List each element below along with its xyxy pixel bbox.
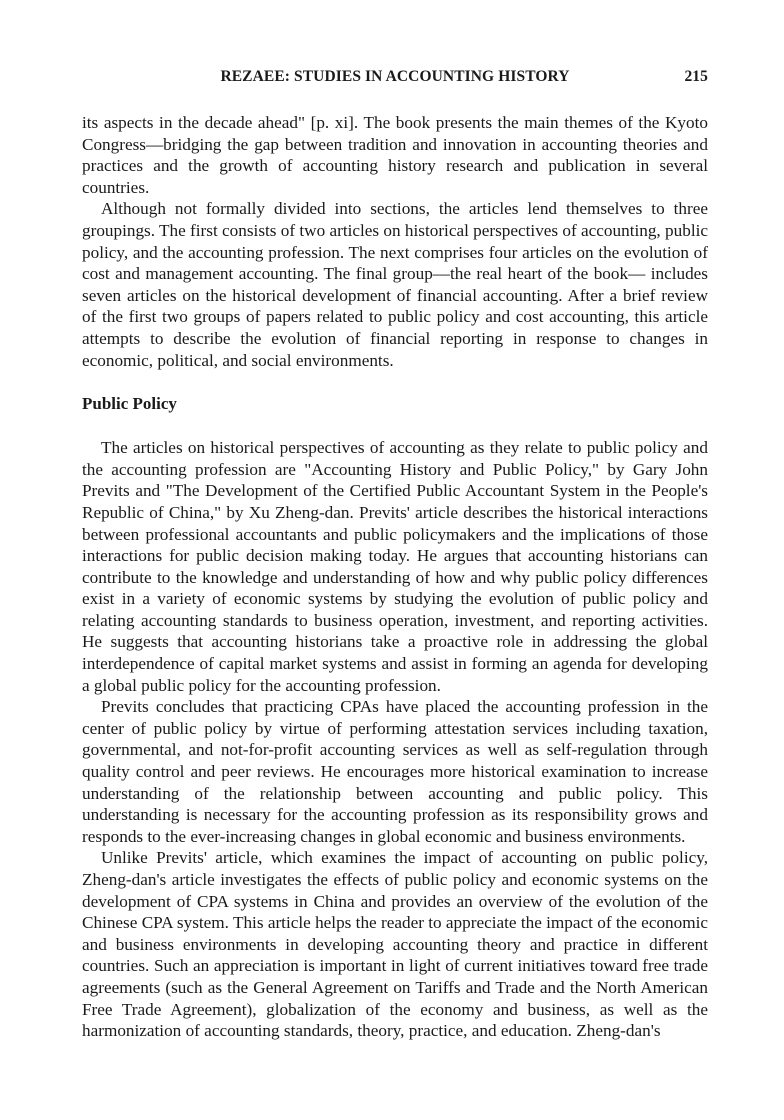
running-header [82,68,708,92]
page-number: 215 [684,68,708,85]
paragraph-public-policy-2: Previts concludes that practicing CPAs have placed the accounting profession in the center of public policy by virtue of performing attestation services including taxation, governmental, and not-for-profit accounting services as well as self-regulation through quality control and peer reviews. He encourages more historical examination to increase understanding of the relationship between accounting and public policy. This understanding is necessary for the accounting profession as its responsibility grows and responds to the ever-increasing changes in global economic and business environments. [82,697,708,846]
body-text [82,112,708,1042]
document-page [82,68,708,1042]
paragraph-public-policy-1: The articles on historical perspectives of accounting as they relate to public policy and the accounting profession are "Accounting History and Public Policy," by Gary John Previts and "The Development of the Certified Public Accountant System in the People's Republic of China," by Xu Zheng-dan. Previts' article describes the historical interactions between professional accountants and public policymakers and the implications of those interactions for public decision making today. He argues that accounting historians can contribute to the knowledge and understanding of how and why public policy differences exist in a variety of economic systems by studying the evolution of public policy and relating accounting standards to business operation, investment, and reporting activities. He suggests that accounting historians take a proactive role in addressing the global interdependence of capital market systems and assist in forming an agenda for developing a global public policy for the accounting profession. [82,438,708,695]
running-title: REZAEE: STUDIES IN ACCOUNTING HISTORY [220,68,570,85]
paragraph-intro-2: Although not formally divided into sections, the articles lend themselves to three groupings. The first consists of two articles on historical perspectives of accounting, public policy, and the accounting profession. The next comprises four articles on the evolution of cost and management accounting. The final group—the real heart of the book— includes seven articles on the historical development of financial accounting. After a brief review of the first two groups of papers related to public policy and cost accounting, this article attempts to describe the evolution of financial reporting in response to changes in economic, political, and social environments. [82,199,708,370]
paragraph-intro-1: its aspects in the decade ahead" [p. xi]. The book presents the main themes of the Kyoto Congress—bridging the gap between tradition and innovation in accounting theories and practices and the growth of accounting history research and publication in several countries. [82,113,708,197]
paragraph-public-policy-3: Unlike Previts' article, which examines the impact of accounting on public policy, Zheng-dan's article investigates the effects of public policy and economic systems on the development of CPA systems in China and provides an overview of the evolution of the Chinese CPA system. This article helps the reader to appreciate the impact of the economic and business environments in developing accounting theory and practice in different countries. Such an appreciation is important in light of current initiatives toward free trade agreements (such as the General Agreement on Tariffs and Trade and the North American Free Trade Agreement), globalization of the economy and business, as well as the harmonization of accounting standards, theory, practice, and education. Zheng-dan's [82,848,708,1041]
section-heading-public-policy: Public Policy [82,394,177,414]
